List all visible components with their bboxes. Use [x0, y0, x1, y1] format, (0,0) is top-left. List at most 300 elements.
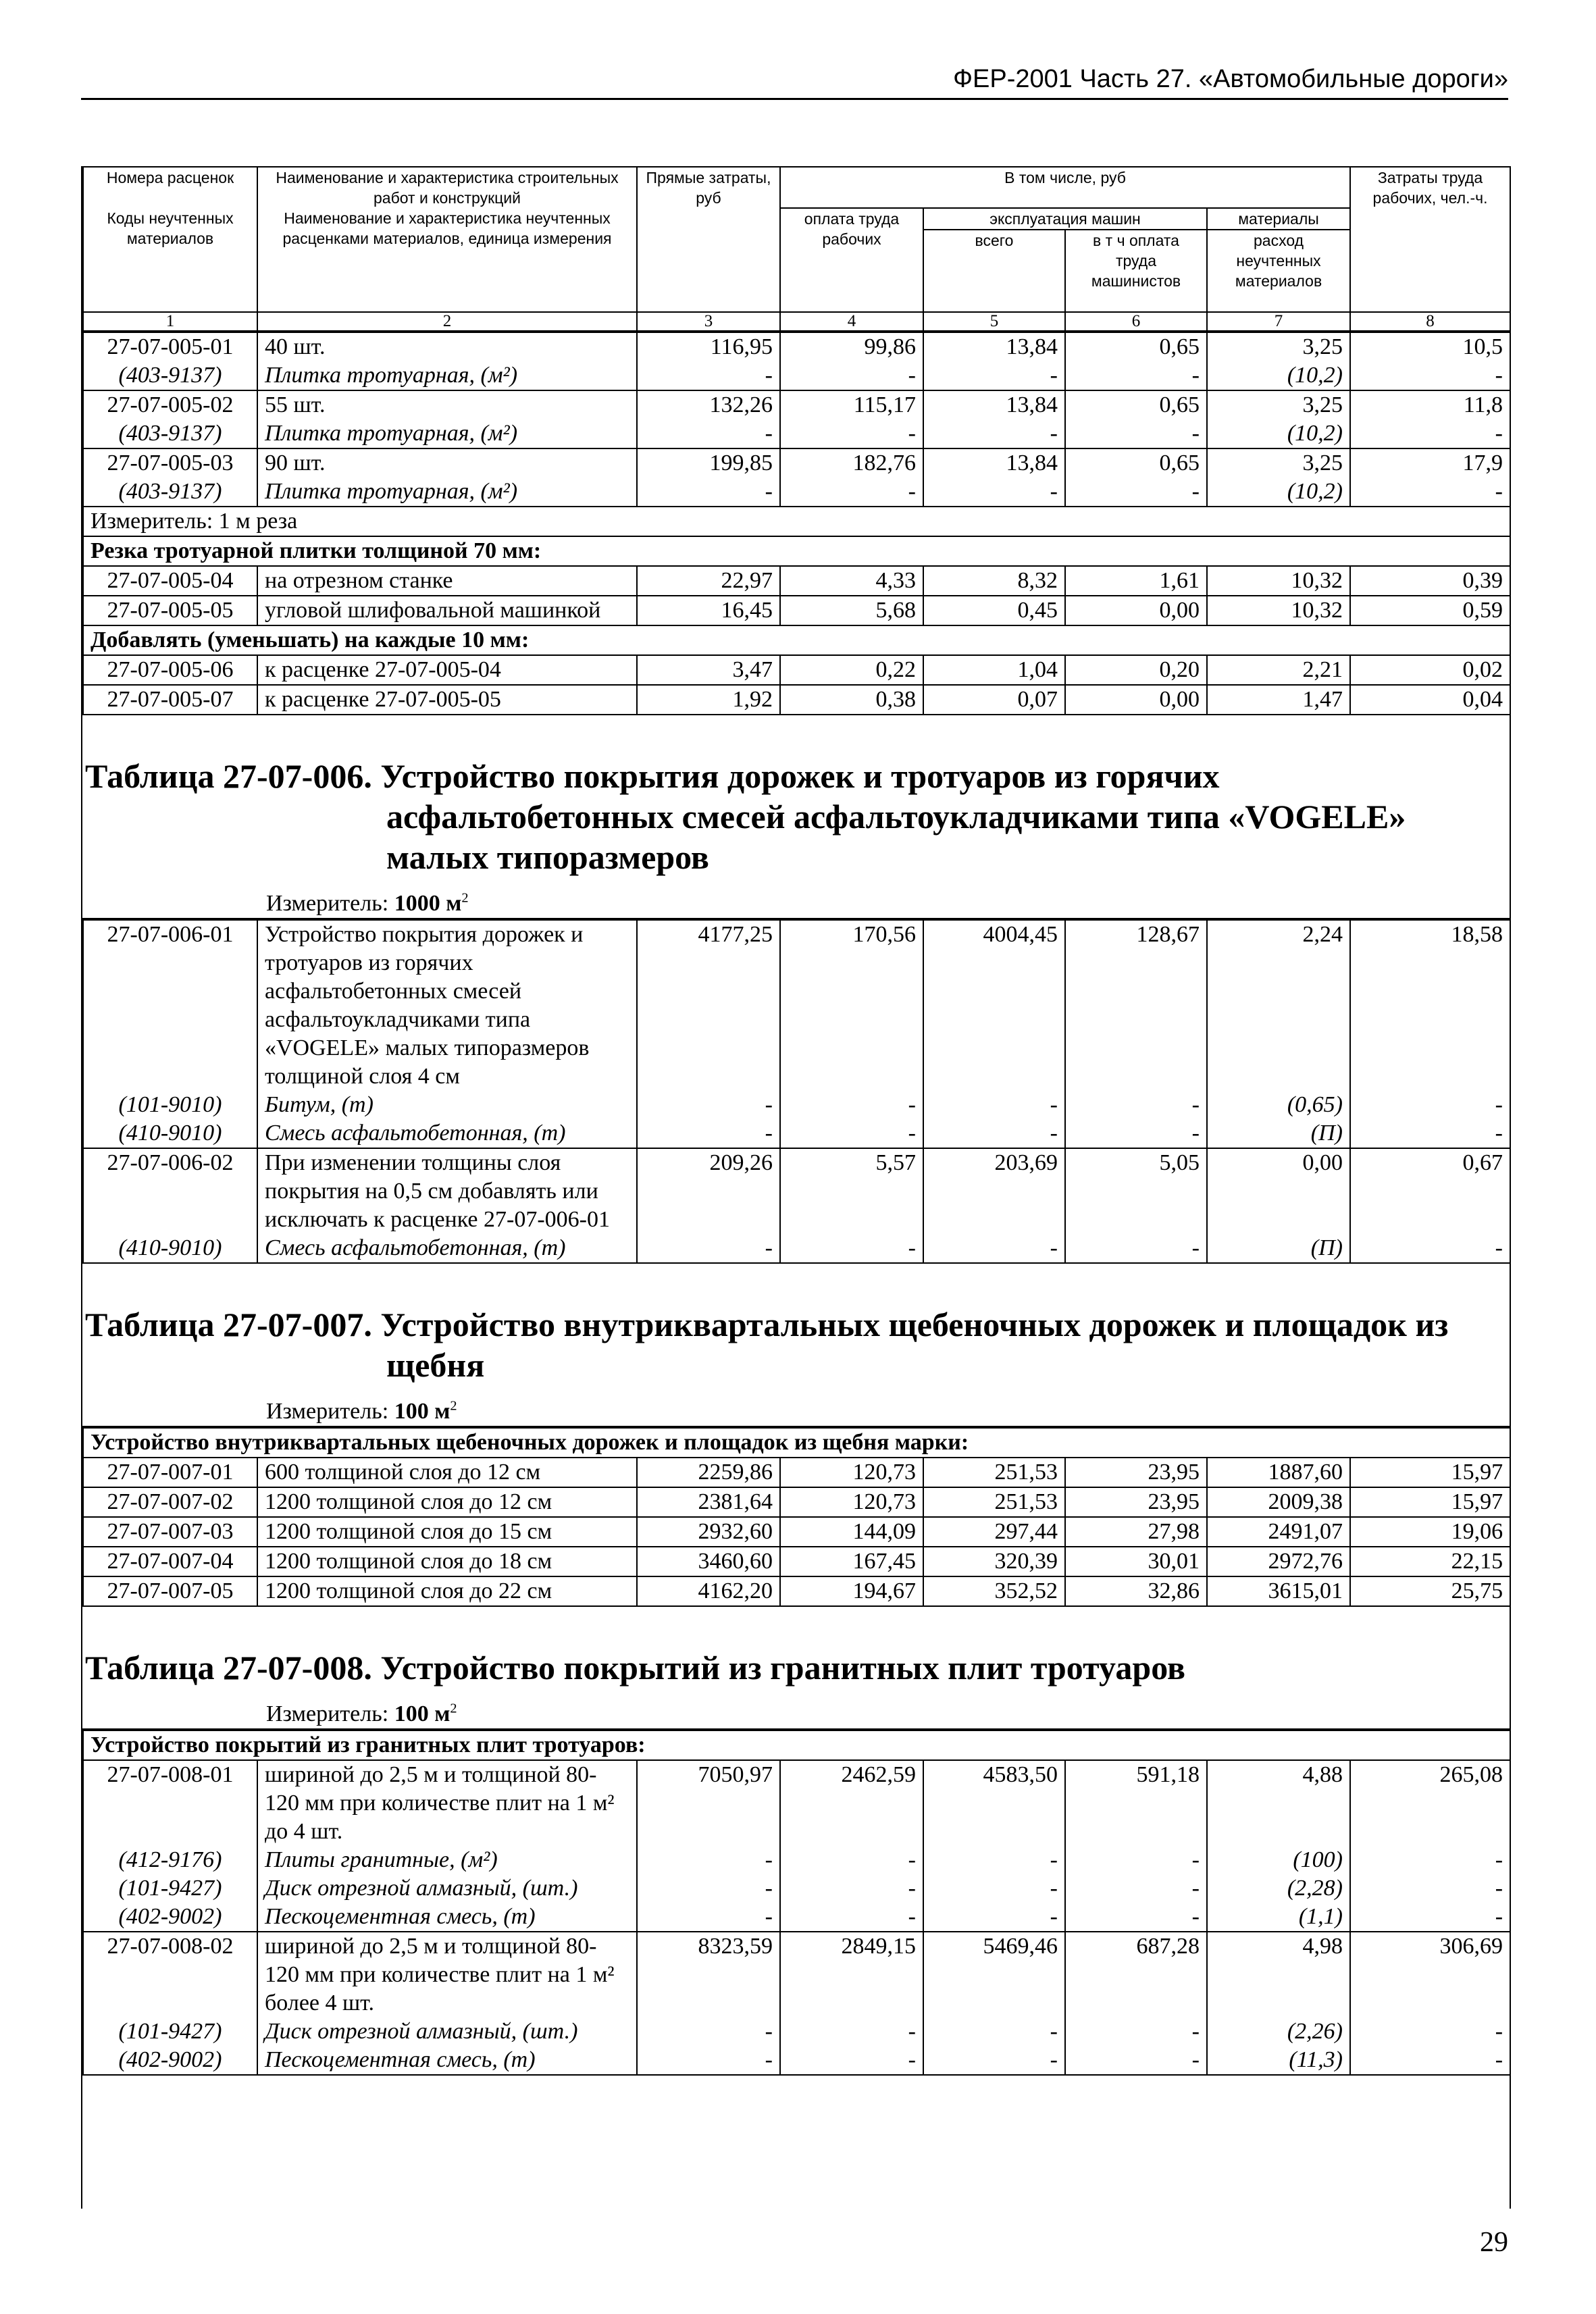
rate-code: 27-07-007-04 — [83, 1547, 257, 1576]
value-cell: 4,88 — [1207, 1760, 1350, 1846]
value-cell: - — [923, 1874, 1065, 1903]
value-cell: 2849,15 — [780, 1932, 923, 2017]
table-006-title — [82, 715, 1510, 877]
column-number: 3 — [637, 312, 780, 331]
value-cell: 5,05 — [1065, 1148, 1207, 1234]
value-cell: - — [780, 1119, 923, 1148]
rate-row — [83, 1932, 1510, 2017]
running-header: ФЕР-2001 Часть 27. «Автомобильные дороги» — [81, 65, 1508, 100]
value-cell: - — [1350, 2017, 1510, 2046]
value-cell: - — [637, 1091, 780, 1119]
value-cell: 167,45 — [780, 1547, 923, 1576]
value-cell: - — [1065, 2017, 1207, 2046]
value-cell: - — [637, 1119, 780, 1148]
value-cell: - — [1350, 1903, 1510, 1932]
table-008 — [82, 1730, 1511, 2076]
value-cell: (0,65) — [1207, 1091, 1350, 1119]
table-005 — [82, 332, 1511, 715]
rate-code: 27-07-005-05 — [83, 596, 257, 625]
rate-description: 90 шт. — [257, 448, 637, 478]
table-006-measure — [82, 877, 1510, 919]
column-number: 2 — [257, 312, 637, 331]
value-cell: 25,75 — [1350, 1576, 1510, 1606]
header-materials: материалы — [1207, 208, 1350, 230]
section-row-text: Добавлять (уменьшать) на каждые 10 мм: — [83, 625, 1510, 655]
rate-row — [83, 655, 1510, 685]
material-code: (410-9010) — [83, 1234, 257, 1263]
rate-description: При изменении толщины слоя покрытия на 0,5 см добавлять или исключать к расценке 27-07-006-01 — [257, 1148, 637, 1234]
value-cell: - — [637, 2046, 780, 2075]
value-cell: - — [1350, 2046, 1510, 2075]
value-cell: - — [780, 1874, 923, 1903]
value-cell: 0,20 — [1065, 655, 1207, 685]
value-cell: - — [923, 419, 1065, 448]
header-labor-costs: Затраты труда рабочих, чел.-ч. — [1350, 167, 1510, 312]
value-cell: - — [923, 2046, 1065, 2075]
value-cell: 3,25 — [1207, 390, 1350, 419]
value-cell: 2381,64 — [637, 1487, 780, 1517]
value-cell: - — [780, 419, 923, 448]
value-cell: (2,26) — [1207, 2017, 1350, 2046]
rate-description: на отрезном станке — [257, 566, 637, 596]
rate-row — [83, 566, 1510, 596]
material-code: (402-9002) — [83, 1903, 257, 1932]
table-007-title — [82, 1264, 1510, 1385]
value-cell: - — [923, 361, 1065, 390]
value-cell: (10,2) — [1207, 361, 1350, 390]
value-cell: 0,22 — [780, 655, 923, 685]
measure-sup: 2 — [461, 890, 469, 906]
material-code: (402-9002) — [83, 2046, 257, 2075]
value-cell: - — [1065, 419, 1207, 448]
value-cell: (100) — [1207, 1846, 1350, 1874]
material-name: Плитка тротуарная, (м²) — [257, 419, 637, 448]
value-cell: - — [637, 361, 780, 390]
rate-row — [83, 448, 1510, 478]
rate-code: 27-07-005-07 — [83, 685, 257, 715]
value-cell: (10,2) — [1207, 419, 1350, 448]
header-material-name: Наименование и характеристика неучтенных расценками материалов, единица измерения — [257, 208, 637, 312]
value-cell: - — [923, 1119, 1065, 1148]
header-material-consumption: расход неучтенных материалов — [1207, 230, 1350, 312]
header-rate-numbers: Номера расценок — [83, 167, 257, 208]
value-cell: 1,47 — [1207, 685, 1350, 715]
rate-row — [83, 1517, 1510, 1547]
table-008-title — [82, 1607, 1510, 1688]
value-cell: - — [780, 478, 923, 507]
measure-row-text: Измеритель: 1 м реза — [83, 507, 1510, 536]
value-cell: - — [637, 1874, 780, 1903]
rate-code: 27-07-007-01 — [83, 1458, 257, 1487]
value-cell: (П) — [1207, 1234, 1350, 1263]
value-cell: - — [1350, 1846, 1510, 1874]
rate-description: 1200 толщиной слоя до 22 см — [257, 1576, 637, 1606]
section-row — [83, 536, 1510, 566]
header-machines: эксплуатация машин — [923, 208, 1207, 230]
value-cell: 27,98 — [1065, 1517, 1207, 1547]
value-cell: 5469,46 — [923, 1932, 1065, 2017]
material-row — [83, 478, 1510, 507]
value-cell: 5,57 — [780, 1148, 923, 1234]
material-name: Диск отрезной алмазный, (шт.) — [257, 1874, 637, 1903]
value-cell: - — [637, 1903, 780, 1932]
column-header-table — [82, 166, 1511, 332]
value-cell: 132,26 — [637, 390, 780, 419]
value-cell: - — [1065, 1846, 1207, 1874]
value-cell: - — [637, 419, 780, 448]
value-cell: 182,76 — [780, 448, 923, 478]
material-name: Смесь асфальтобетонная, (т) — [257, 1234, 637, 1263]
material-code: (403-9137) — [83, 419, 257, 448]
table-007-title-line1: Таблица 27-07-007. Устройство внутриквартальных щебеночных дорожек и площадок из — [85, 1306, 1449, 1343]
column-number: 8 — [1350, 312, 1510, 331]
value-cell: 13,84 — [923, 390, 1065, 419]
rate-description: 600 толщиной слоя до 12 см — [257, 1458, 637, 1487]
value-cell: 120,73 — [780, 1458, 923, 1487]
value-cell: - — [923, 2017, 1065, 2046]
material-code: (101-9427) — [83, 2017, 257, 2046]
value-cell: 5,68 — [780, 596, 923, 625]
value-cell: 120,73 — [780, 1487, 923, 1517]
page-number: 29 — [1480, 2227, 1508, 2258]
value-cell: - — [637, 1234, 780, 1263]
value-cell: 1,04 — [923, 655, 1065, 685]
value-cell: 8323,59 — [637, 1932, 780, 2017]
measure-value: 1000 м — [394, 891, 462, 916]
column-number: 5 — [923, 312, 1065, 331]
value-cell: 19,06 — [1350, 1517, 1510, 1547]
material-row — [83, 419, 1510, 448]
value-cell: - — [923, 1846, 1065, 1874]
value-cell: 115,17 — [780, 390, 923, 419]
rate-code: 27-07-007-02 — [83, 1487, 257, 1517]
material-row — [83, 2046, 1510, 2075]
value-cell: - — [637, 1846, 780, 1874]
value-cell: 30,01 — [1065, 1547, 1207, 1576]
section-row — [83, 1730, 1510, 1760]
table-007 — [82, 1427, 1511, 1607]
value-cell: - — [1065, 1874, 1207, 1903]
measure-sup: 2 — [450, 1398, 457, 1414]
column-number: 6 — [1065, 312, 1207, 331]
material-row — [83, 1234, 1510, 1263]
value-cell: 0,39 — [1350, 566, 1510, 596]
value-cell: (1,1) — [1207, 1903, 1350, 1932]
rate-row — [83, 1547, 1510, 1576]
value-cell: 10,32 — [1207, 596, 1350, 625]
column-number: 4 — [780, 312, 923, 331]
material-code: (101-9427) — [83, 1874, 257, 1903]
value-cell: 0,00 — [1065, 685, 1207, 715]
table-008-title-line1: Таблица 27-07-008. Устройство покрытий из гранитных плит тротуаров — [85, 1649, 1185, 1687]
value-cell: 0,65 — [1065, 448, 1207, 478]
value-cell: - — [637, 2017, 780, 2046]
value-cell: 0,38 — [780, 685, 923, 715]
value-cell: 251,53 — [923, 1487, 1065, 1517]
value-cell: 13,84 — [923, 448, 1065, 478]
rate-code: 27-07-006-02 — [83, 1148, 257, 1234]
rate-row — [83, 1458, 1510, 1487]
material-name: Диск отрезной алмазный, (шт.) — [257, 2017, 637, 2046]
value-cell: 16,45 — [637, 596, 780, 625]
rate-description: 1200 толщиной слоя до 18 см — [257, 1547, 637, 1576]
value-cell: - — [923, 478, 1065, 507]
value-cell: 0,65 — [1065, 390, 1207, 419]
value-cell: 0,45 — [923, 596, 1065, 625]
table-006 — [82, 919, 1511, 1264]
measure-label: Измеритель: — [266, 891, 394, 916]
value-cell: 23,95 — [1065, 1458, 1207, 1487]
rate-row — [83, 685, 1510, 715]
value-cell: 4583,50 — [923, 1760, 1065, 1846]
rate-row — [83, 332, 1510, 361]
header-worker-pay: оплата труда рабочих — [780, 208, 923, 312]
value-cell: (10,2) — [1207, 478, 1350, 507]
value-cell: 297,44 — [923, 1517, 1065, 1547]
material-row — [83, 361, 1510, 390]
material-name: Битум, (т) — [257, 1091, 637, 1119]
header-including: В том числе, руб — [780, 167, 1350, 208]
rates-frame — [81, 166, 1511, 2209]
value-cell: 32,86 — [1065, 1576, 1207, 1606]
material-name: Пескоцементная смесь, (т) — [257, 2046, 637, 2075]
rate-code: 27-07-005-06 — [83, 655, 257, 685]
value-cell: - — [637, 478, 780, 507]
value-cell: - — [1065, 1119, 1207, 1148]
value-cell: - — [1065, 1234, 1207, 1263]
value-cell: 3615,01 — [1207, 1576, 1350, 1606]
value-cell: 8,32 — [923, 566, 1065, 596]
rate-description: к расценке 27-07-005-04 — [257, 655, 637, 685]
rate-description: 40 шт. — [257, 332, 637, 361]
value-cell: 2932,60 — [637, 1517, 780, 1547]
rate-description: 1200 толщиной слоя до 15 см — [257, 1517, 637, 1547]
rate-row — [83, 920, 1510, 1091]
value-cell: 0,59 — [1350, 596, 1510, 625]
value-cell: 251,53 — [923, 1458, 1065, 1487]
rate-row — [83, 596, 1510, 625]
value-cell: 2259,86 — [637, 1458, 780, 1487]
rate-code: 27-07-007-05 — [83, 1576, 257, 1606]
header-machines-total: всего — [923, 230, 1065, 312]
value-cell: 591,18 — [1065, 1760, 1207, 1846]
rate-code: 27-07-008-02 — [83, 1932, 257, 2017]
header-direct-costs: Прямые затраты, руб — [637, 167, 780, 312]
value-cell: (11,3) — [1207, 2046, 1350, 2075]
value-cell: 2,21 — [1207, 655, 1350, 685]
material-name: Смесь асфальтобетонная, (т) — [257, 1119, 637, 1148]
value-cell: - — [1350, 1874, 1510, 1903]
table-006-title-line1: Таблица 27-07-006. Устройство покрытия дорожек и тротуаров из горячих — [85, 757, 1220, 795]
material-code: (410-9010) — [83, 1119, 257, 1148]
rate-description: 55 шт. — [257, 390, 637, 419]
material-row — [83, 1119, 1510, 1148]
value-cell: - — [1350, 1091, 1510, 1119]
value-cell: 144,09 — [780, 1517, 923, 1547]
rate-row — [83, 1576, 1510, 1606]
value-cell: - — [780, 1903, 923, 1932]
value-cell: 4,98 — [1207, 1932, 1350, 2017]
section-row — [83, 1428, 1510, 1458]
value-cell: 4,33 — [780, 566, 923, 596]
value-cell: - — [780, 1234, 923, 1263]
header-work-name: Наименование и характеристика строительных работ и конструкций — [257, 167, 637, 208]
value-cell: 687,28 — [1065, 1932, 1207, 2017]
section-row-text: Устройство внутриквартальных щебеночных дорожек и площадок из щебня марки: — [83, 1428, 1510, 1458]
table-006-title-line2: асфальтобетонных смесей асфальтоукладчиками типа «VOGELE» малых типоразмеров — [386, 798, 1406, 876]
measure-row — [83, 507, 1510, 536]
value-cell: 15,97 — [1350, 1487, 1510, 1517]
value-cell: 23,95 — [1065, 1487, 1207, 1517]
value-cell: 22,97 — [637, 566, 780, 596]
rate-description: к расценке 27-07-005-05 — [257, 685, 637, 715]
value-cell: 7050,97 — [637, 1760, 780, 1846]
value-cell: 3,25 — [1207, 448, 1350, 478]
value-cell: 209,26 — [637, 1148, 780, 1234]
value-cell: 18,58 — [1350, 920, 1510, 1091]
material-row — [83, 1874, 1510, 1903]
value-cell: - — [1065, 2046, 1207, 2075]
rate-code: 27-07-005-01 — [83, 332, 257, 361]
value-cell: 1,92 — [637, 685, 780, 715]
material-code: (412-9176) — [83, 1846, 257, 1874]
column-number: 7 — [1207, 312, 1350, 331]
value-cell: 0,00 — [1207, 1148, 1350, 1234]
material-name: Плитка тротуарная, (м²) — [257, 361, 637, 390]
section-row — [83, 625, 1510, 655]
value-cell: 265,08 — [1350, 1760, 1510, 1846]
rate-code: 27-07-006-01 — [83, 920, 257, 1091]
value-cell: 194,67 — [780, 1576, 923, 1606]
value-cell: 0,02 — [1350, 655, 1510, 685]
material-name: Плиты гранитные, (м²) — [257, 1846, 637, 1874]
table-007-title-line2: щебня — [386, 1346, 485, 1384]
value-cell: - — [780, 1846, 923, 1874]
value-cell: - — [1065, 1903, 1207, 1932]
value-cell: 13,84 — [923, 332, 1065, 361]
material-name: Плитка тротуарная, (м²) — [257, 478, 637, 507]
measure-value: 100 м — [394, 1701, 451, 1726]
value-cell: - — [1065, 478, 1207, 507]
measure-label: Измеритель: — [266, 1399, 394, 1424]
section-row-text: Устройство покрытий из гранитных плит тротуаров: — [83, 1730, 1510, 1760]
material-code: (403-9137) — [83, 361, 257, 390]
rate-description: шириной до 2,5 м и толщиной 80-120 мм при количестве плит на 1 м² более 4 шт. — [257, 1932, 637, 2017]
material-row — [83, 1846, 1510, 1874]
rate-description: 1200 толщиной слоя до 12 см — [257, 1487, 637, 1517]
value-cell: 1,61 — [1065, 566, 1207, 596]
value-cell: 0,04 — [1350, 685, 1510, 715]
value-cell: 4162,20 — [637, 1576, 780, 1606]
header-material-codes: Коды неучтенных материалов — [83, 208, 257, 312]
table-007-measure — [82, 1385, 1510, 1427]
value-cell: 116,95 — [637, 332, 780, 361]
value-cell: 2009,38 — [1207, 1487, 1350, 1517]
value-cell: 199,85 — [637, 448, 780, 478]
value-cell: - — [1065, 1091, 1207, 1119]
value-cell: 203,69 — [923, 1148, 1065, 1234]
value-cell: 2491,07 — [1207, 1517, 1350, 1547]
value-cell: - — [923, 1903, 1065, 1932]
material-code: (101-9010) — [83, 1091, 257, 1119]
material-name: Пескоцементная смесь, (т) — [257, 1903, 637, 1932]
rate-row — [83, 1148, 1510, 1234]
material-code: (403-9137) — [83, 478, 257, 507]
value-cell: 99,86 — [780, 332, 923, 361]
value-cell: 10,5 — [1350, 332, 1510, 361]
value-cell: 1887,60 — [1207, 1458, 1350, 1487]
value-cell: 3460,60 — [637, 1547, 780, 1576]
value-cell: 0,65 — [1065, 332, 1207, 361]
value-cell: 306,69 — [1350, 1932, 1510, 2017]
value-cell: 4004,45 — [923, 920, 1065, 1091]
rate-description: шириной до 2,5 м и толщиной 80-120 мм при количестве плит на 1 м² до 4 шт. — [257, 1760, 637, 1846]
rate-description: Устройство покрытия дорожек и тротуаров из горячих асфальтобетонных смесей асфальтоукладчиками типа «VOGELE» малых типоразмеров толщиной слоя 4 см — [257, 920, 637, 1091]
value-cell: - — [780, 2017, 923, 2046]
rate-code: 27-07-005-03 — [83, 448, 257, 478]
value-cell: - — [1350, 361, 1510, 390]
value-cell: 128,67 — [1065, 920, 1207, 1091]
value-cell: 11,8 — [1350, 390, 1510, 419]
header-machinist-pay: в т ч оплата труда машинистов — [1065, 230, 1207, 312]
value-cell: - — [1350, 1234, 1510, 1263]
value-cell: 17,9 — [1350, 448, 1510, 478]
column-number: 1 — [83, 312, 257, 331]
value-cell: 2462,59 — [780, 1760, 923, 1846]
value-cell: 170,56 — [780, 920, 923, 1091]
value-cell: 352,52 — [923, 1576, 1065, 1606]
rate-row — [83, 1760, 1510, 1846]
value-cell: 2972,76 — [1207, 1547, 1350, 1576]
measure-value: 100 м — [394, 1399, 451, 1424]
value-cell: (П) — [1207, 1119, 1350, 1148]
value-cell: (2,28) — [1207, 1874, 1350, 1903]
rate-row — [83, 1487, 1510, 1517]
value-cell: - — [780, 2046, 923, 2075]
rate-code: 27-07-005-04 — [83, 566, 257, 596]
rate-description: угловой шлифовальной машинкой — [257, 596, 637, 625]
value-cell: 320,39 — [923, 1547, 1065, 1576]
table-008-measure — [82, 1688, 1510, 1730]
material-row — [83, 1903, 1510, 1932]
material-row — [83, 1091, 1510, 1119]
material-row — [83, 2017, 1510, 2046]
value-cell: - — [1065, 361, 1207, 390]
value-cell: 0,07 — [923, 685, 1065, 715]
rate-row — [83, 390, 1510, 419]
value-cell: 3,47 — [637, 655, 780, 685]
value-cell: - — [923, 1091, 1065, 1119]
value-cell: 15,97 — [1350, 1458, 1510, 1487]
value-cell: - — [1350, 478, 1510, 507]
value-cell: 2,24 — [1207, 920, 1350, 1091]
rate-code: 27-07-007-03 — [83, 1517, 257, 1547]
value-cell: - — [780, 361, 923, 390]
measure-label: Измеритель: — [266, 1701, 394, 1726]
value-cell: 22,15 — [1350, 1547, 1510, 1576]
value-cell: - — [780, 1091, 923, 1119]
value-cell: 4177,25 — [637, 920, 780, 1091]
value-cell: 0,00 — [1065, 596, 1207, 625]
value-cell: - — [923, 1234, 1065, 1263]
value-cell: 10,32 — [1207, 566, 1350, 596]
section-row-text: Резка тротуарной плитки толщиной 70 мм: — [83, 536, 1510, 566]
value-cell: 0,67 — [1350, 1148, 1510, 1234]
value-cell: - — [1350, 419, 1510, 448]
rate-code: 27-07-008-01 — [83, 1760, 257, 1846]
measure-sup: 2 — [450, 1701, 457, 1716]
value-cell: - — [1350, 1119, 1510, 1148]
